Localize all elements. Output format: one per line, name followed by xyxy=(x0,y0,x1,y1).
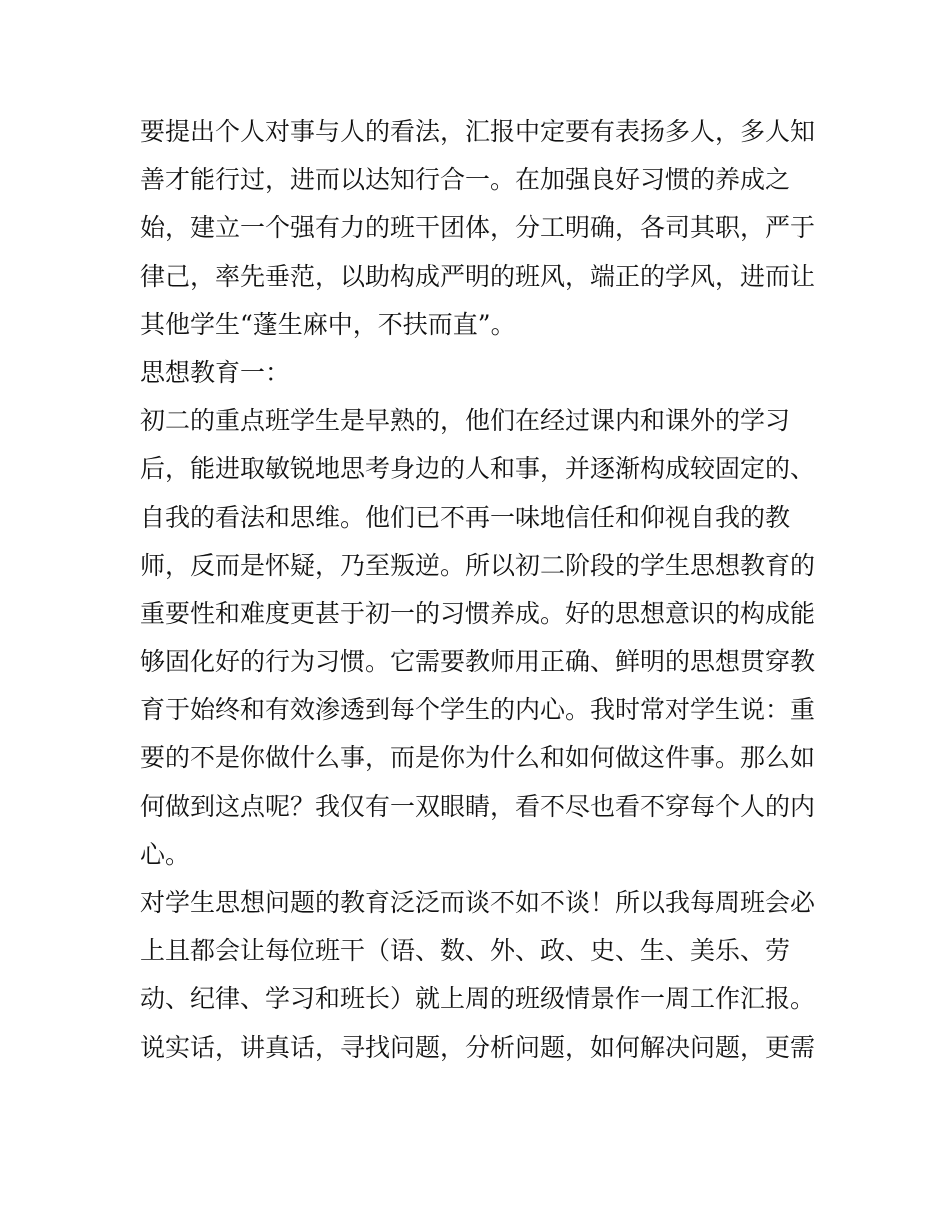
text-line-19: 动、纪律、学习和班长）就上周的班级情景作一周工作汇报。 xyxy=(140,984,816,1014)
text-line-11: 重要性和难度更甚于初一的习惯养成。好的思想意识的构成能 xyxy=(140,598,816,628)
text-line-3: 始，建立一个强有力的班干团体，分工明确，各司其职，严于 xyxy=(140,213,816,243)
section-heading: 思想教育一： xyxy=(140,357,291,387)
text-line-14: 要的不是你做什么事，而是你为什么和如何做这件事。那么如 xyxy=(140,743,816,773)
text-line-20: 说实话，讲真话，寻找问题，分析问题，如何解决问题，更需 xyxy=(140,1032,816,1062)
text-line-8: 后，能进取敏锐地思考身边的人和事，并逐渐构成较固定的、 xyxy=(140,454,816,484)
text-line-4: 律己，率先垂范，以助构成严明的班风，端正的学风，进而让 xyxy=(140,261,816,291)
text-line-2: 善才能行过，进而以达知行合一。在加强良好习惯的养成之 xyxy=(140,165,791,195)
text-line-18: 上且都会让每位班干（语、数、外、政、史、生、美乐、劳 xyxy=(140,936,791,966)
text-line-13: 育于始终和有效渗透到每个学生的内心。我时常对学生说：重 xyxy=(140,695,816,725)
text-line-1: 要提出个人对事与人的看法，汇报中定要有表扬多人，多人知 xyxy=(140,117,816,146)
text-line-7: 初二的重点班学生是早熟的，他们在经过课内和课外的学习 xyxy=(140,406,791,436)
body-text xyxy=(140,108,820,1072)
text-line-17: 对学生思想问题的教育泛泛而谈不如不谈！所以我每周班会必 xyxy=(140,888,816,917)
text-line-5: 其他学生“蓬生麻中，不扶而直”。 xyxy=(140,309,516,339)
text-line-12: 够固化好的行为习惯。它需要教师用正确、鲜明的思想贯穿教 xyxy=(140,647,816,677)
text-line-16: 心。 xyxy=(140,839,191,869)
text-line-15: 何做到这点呢？我仅有一双眼睛，看不尽也看不穿每个人的内 xyxy=(140,791,816,821)
text-line-9: 自我的看法和思维。他们已不再一味地信任和仰视自我的教 xyxy=(140,502,791,532)
text-line-10: 师，反而是怀疑，乃至叛逆。所以初二阶段的学生思想教育的 xyxy=(140,550,816,580)
